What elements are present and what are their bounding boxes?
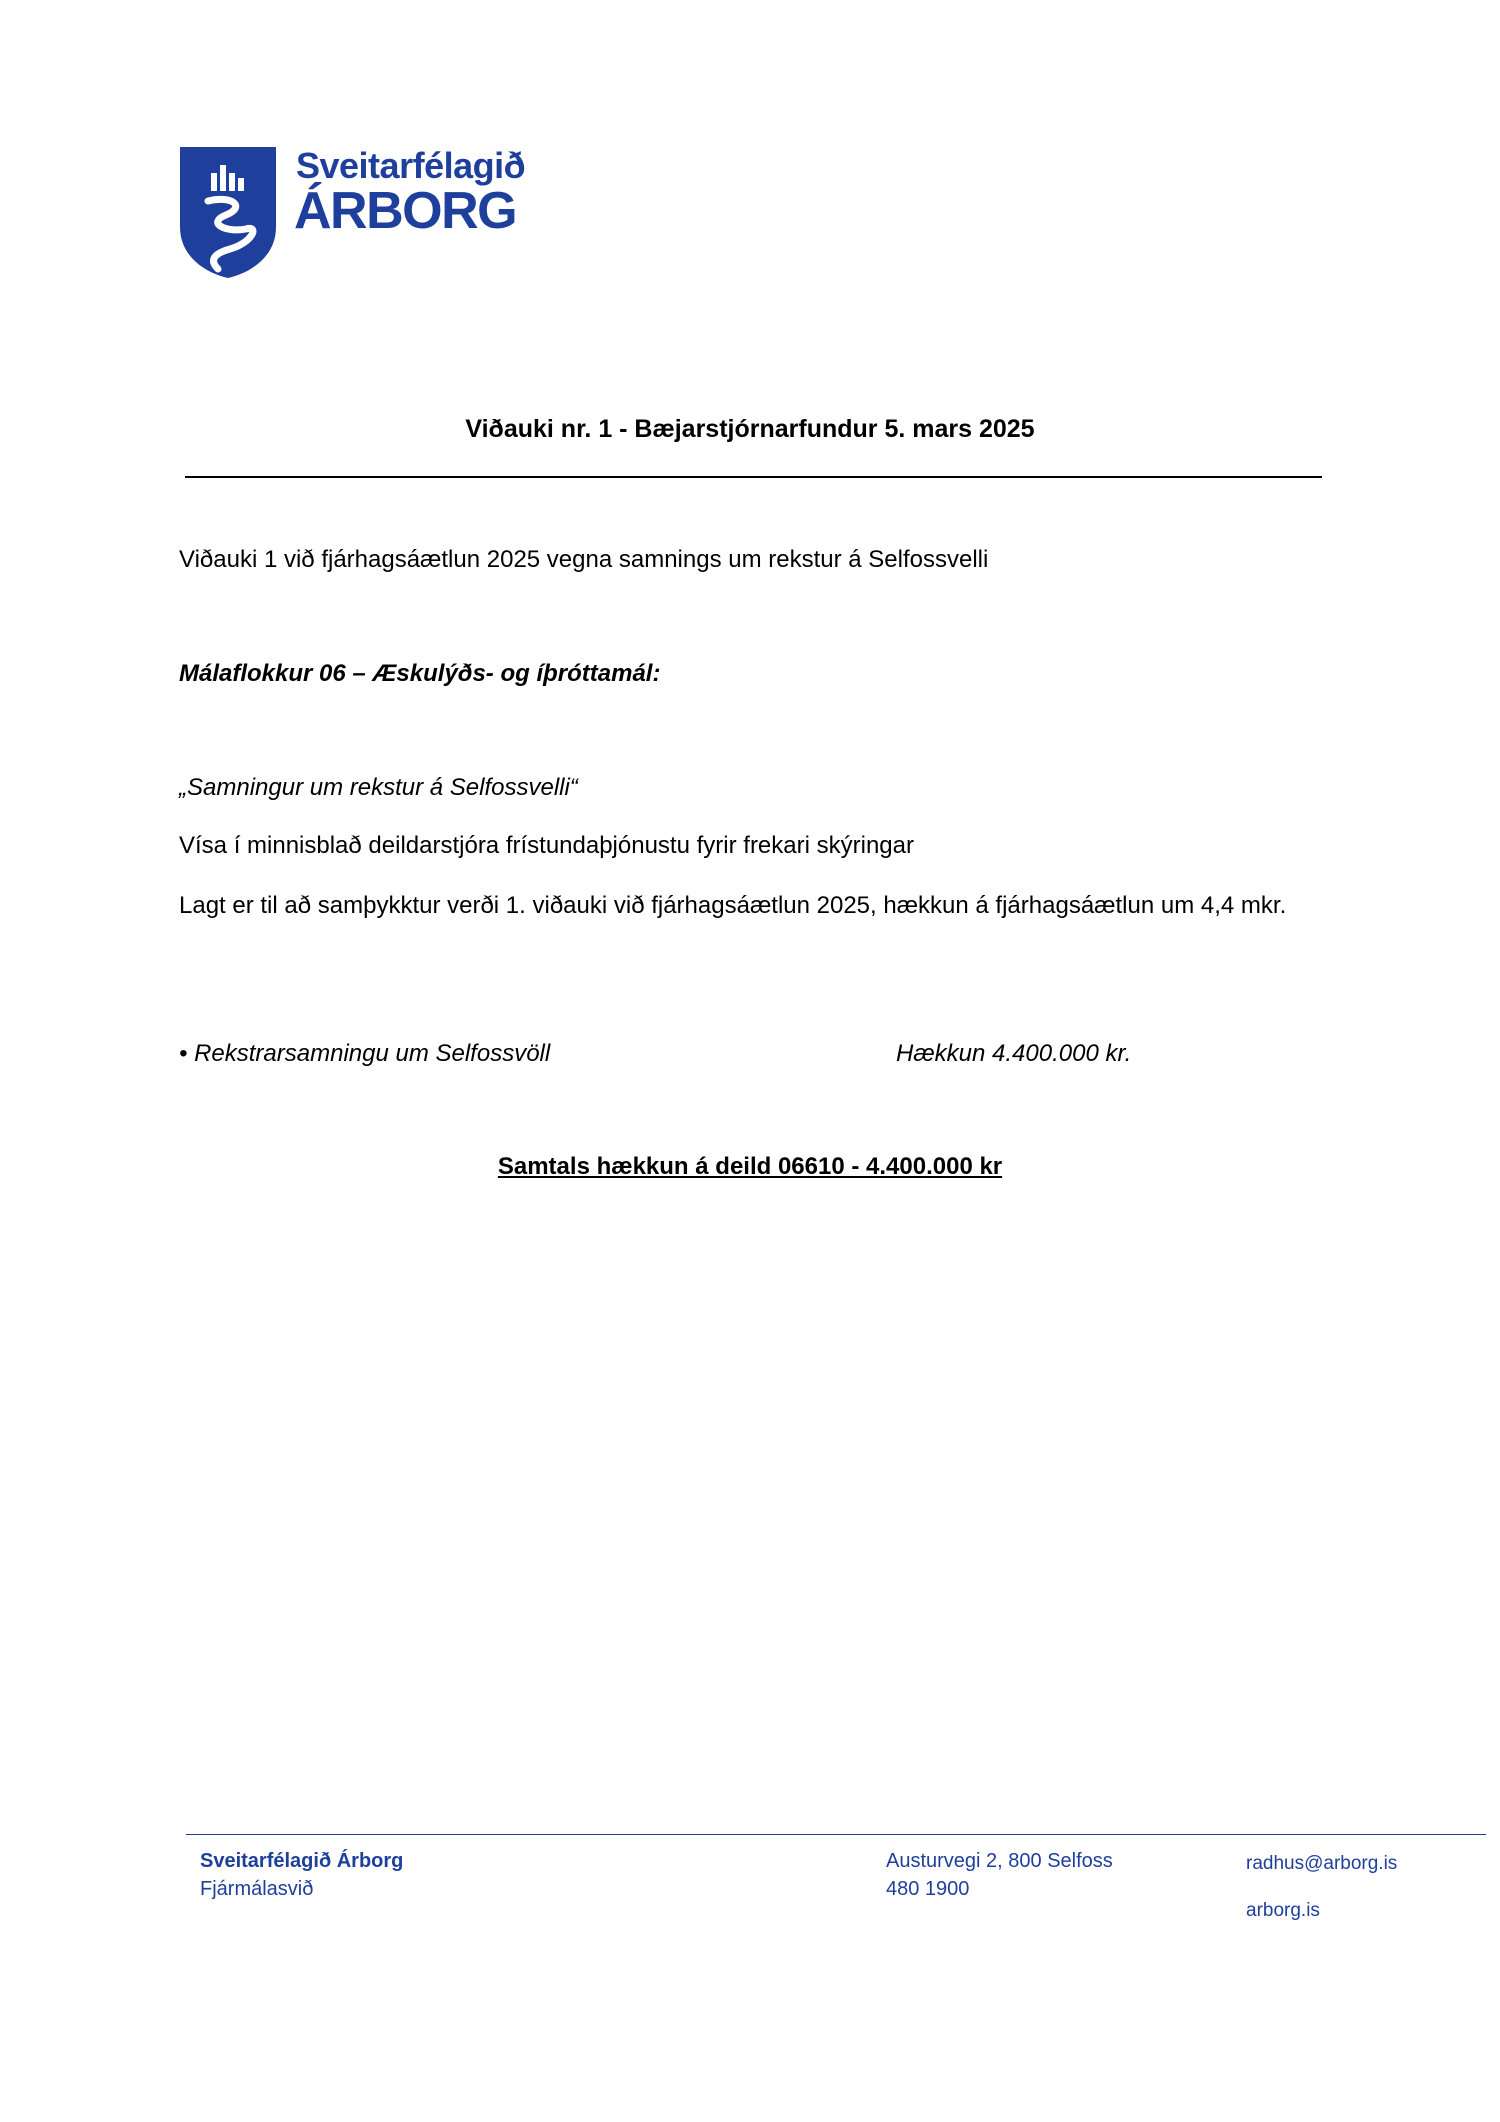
category-heading: Málaflokkur 06 – Æskulýðs- og íþróttamál: <box>179 660 661 687</box>
footer-website[interactable]: arborg.is <box>1246 1900 1320 1921</box>
footer-email[interactable]: radhus@arborg.is <box>1246 1853 1398 1874</box>
footer-phone: 480 1900 <box>886 1878 970 1900</box>
document-title: Viðauki nr. 1 - Bæjarstjórnarfundur 5. mars 2025 <box>465 415 1035 443</box>
logo <box>178 145 528 280</box>
line-item-amount: Hækkun 4.400.000 kr. <box>896 1040 1132 1067</box>
footer-divider <box>186 1834 1486 1835</box>
line-item-label: • Rekstrarsamningu um Selfossvöll <box>179 1040 551 1067</box>
proposal-paragraph: Lagt er til að samþykktur verði 1. viðauki við fjárhagsáætlun 2025, hækkun á fjárhagsáætlun um 4,4 mkr. <box>179 892 1287 919</box>
total-text: Samtals hækkun á deild 06610 - 4.400.000 kr <box>497 1153 1003 1180</box>
logo-text-arborg: ÁRBORG <box>294 182 517 240</box>
footer-dept: Fjármálasvið <box>200 1878 314 1900</box>
total-line <box>0 1153 1500 1181</box>
footer-address: Austurvegi 2, 800 Selfoss <box>886 1850 1113 1872</box>
reference-paragraph: Vísa í minnisblað deildarstjóra frístundaþjónustu fyrir frekari skýringar <box>179 832 914 859</box>
agreement-quote: „Samningur um rekstur á Selfossvelli“ <box>179 774 578 801</box>
logo-text-municipality: Sveitarfélagið <box>296 145 526 186</box>
intro-paragraph: Viðauki 1 við fjárhagsáætlun 2025 vegna samnings um rekstur á Selfossvelli <box>179 546 989 573</box>
arborg-shield-icon <box>178 145 278 280</box>
footer-org: Sveitarfélagið Árborg <box>200 1850 404 1872</box>
title-divider <box>185 476 1322 478</box>
